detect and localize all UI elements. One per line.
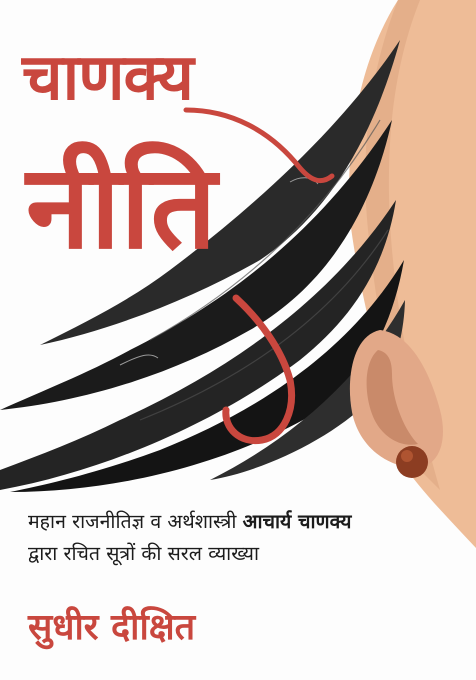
subtitle-line-1 [28,506,458,538]
earring [396,446,428,478]
subtitle-line-1-text: महान राजनीतिज्ञ व अर्थशास्त्री [28,510,243,533]
subtitle [28,506,458,570]
author-name: सुधीर दीक्षित [28,607,196,648]
subtitle-highlight: आचार्य चाणक्य [242,510,352,533]
title-line-1: चाणक्य [22,41,193,115]
subtitle-line-2: द्वारा रचित सूत्रों की सरल व्याख्या [28,542,260,565]
title-line-2: नीति [26,140,217,275]
earring-shine [401,450,413,462]
